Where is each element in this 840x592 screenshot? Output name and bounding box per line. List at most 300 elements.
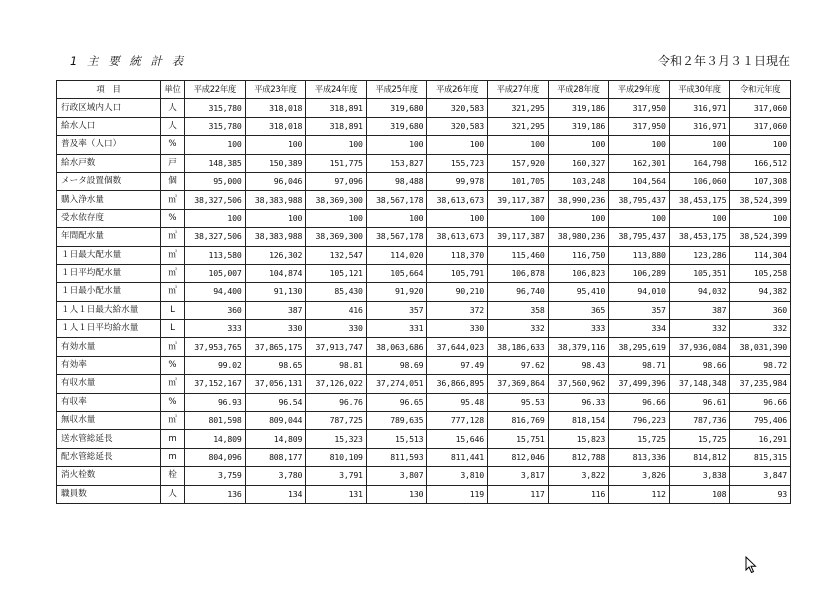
table-cell: 94,400 bbox=[185, 283, 246, 301]
table-cell: 372 bbox=[427, 301, 488, 319]
mouse-pointer-icon bbox=[745, 556, 757, 574]
table-cell: 333 bbox=[185, 320, 246, 338]
row-unit: ㎥ bbox=[161, 375, 185, 393]
table-cell: 321,295 bbox=[487, 117, 548, 135]
table-row bbox=[57, 99, 791, 117]
table-cell: 38,613,673 bbox=[427, 228, 488, 246]
table-cell: 38,383,988 bbox=[245, 228, 306, 246]
row-label: １日最大配水量 bbox=[57, 246, 161, 264]
row-label: 職員数 bbox=[57, 485, 161, 503]
table-cell: 100 bbox=[427, 136, 488, 154]
table-cell: 100 bbox=[487, 136, 548, 154]
table-cell: 38,990,236 bbox=[548, 191, 609, 209]
table-cell: 812,788 bbox=[548, 448, 609, 466]
table-cell: 106,289 bbox=[609, 264, 670, 282]
row-unit: L bbox=[161, 320, 185, 338]
table-cell: 98.81 bbox=[306, 356, 367, 374]
table-cell: 96.93 bbox=[185, 393, 246, 411]
table-cell: 365 bbox=[548, 301, 609, 319]
table-cell: 814,812 bbox=[669, 448, 730, 466]
table-cell: 787,725 bbox=[306, 412, 367, 430]
table-row bbox=[57, 430, 791, 448]
table-cell: 85,430 bbox=[306, 283, 367, 301]
table-cell: 119 bbox=[427, 485, 488, 503]
table-cell: 130 bbox=[366, 485, 427, 503]
table-cell: 95.48 bbox=[427, 393, 488, 411]
table-cell: 100 bbox=[487, 209, 548, 227]
table-cell: 99.02 bbox=[185, 356, 246, 374]
table-cell: 90,210 bbox=[427, 283, 488, 301]
table-row bbox=[57, 467, 791, 485]
table-cell: 98.69 bbox=[366, 356, 427, 374]
table-cell: 789,635 bbox=[366, 412, 427, 430]
table-cell: 3,822 bbox=[548, 467, 609, 485]
table-cell: 100 bbox=[427, 209, 488, 227]
table-row bbox=[57, 117, 791, 135]
table-cell: 796,223 bbox=[609, 412, 670, 430]
table-cell: 38,327,506 bbox=[185, 191, 246, 209]
row-unit: ㎥ bbox=[161, 412, 185, 430]
table-cell: 319,680 bbox=[366, 117, 427, 135]
table-cell: 100 bbox=[548, 136, 609, 154]
table-cell: 38,379,116 bbox=[548, 338, 609, 356]
table-row bbox=[57, 320, 791, 338]
table-cell: 37,369,864 bbox=[487, 375, 548, 393]
table-cell: 95,000 bbox=[185, 172, 246, 190]
row-unit: % bbox=[161, 356, 185, 374]
table-cell: 317,060 bbox=[730, 117, 791, 135]
table-cell: 809,044 bbox=[245, 412, 306, 430]
table-cell: 332 bbox=[730, 320, 791, 338]
table-cell: 811,441 bbox=[427, 448, 488, 466]
table-cell: 330 bbox=[245, 320, 306, 338]
table-row bbox=[57, 448, 791, 466]
table-cell: 98.66 bbox=[669, 356, 730, 374]
table-cell: 357 bbox=[366, 301, 427, 319]
table-row bbox=[57, 301, 791, 319]
table-cell: 105,007 bbox=[185, 264, 246, 282]
table-cell: 97,096 bbox=[306, 172, 367, 190]
table-cell: 91,130 bbox=[245, 283, 306, 301]
table-cell: 816,769 bbox=[487, 412, 548, 430]
header-year: 平成30年度 bbox=[669, 81, 730, 99]
table-row bbox=[57, 485, 791, 503]
row-label: 有効率 bbox=[57, 356, 161, 374]
table-cell: 3,817 bbox=[487, 467, 548, 485]
table-row bbox=[57, 154, 791, 172]
table-cell: 332 bbox=[487, 320, 548, 338]
table-cell: 38,567,178 bbox=[366, 228, 427, 246]
table-body bbox=[57, 99, 791, 504]
table-row bbox=[57, 412, 791, 430]
row-unit: m bbox=[161, 430, 185, 448]
table-cell: 38,453,175 bbox=[669, 191, 730, 209]
table-row bbox=[57, 356, 791, 374]
table-cell: 100 bbox=[245, 209, 306, 227]
table-cell: 3,847 bbox=[730, 467, 791, 485]
table-cell: 777,128 bbox=[427, 412, 488, 430]
header-year: 平成23年度 bbox=[245, 81, 306, 99]
row-unit: 栓 bbox=[161, 467, 185, 485]
table-cell: 15,646 bbox=[427, 430, 488, 448]
table-cell: 98.43 bbox=[548, 356, 609, 374]
table-cell: 123,286 bbox=[669, 246, 730, 264]
row-unit: 戸 bbox=[161, 154, 185, 172]
row-unit: ㎥ bbox=[161, 246, 185, 264]
table-cell: 100 bbox=[185, 209, 246, 227]
header-year: 平成29年度 bbox=[609, 81, 670, 99]
table-cell: 148,385 bbox=[185, 154, 246, 172]
table-cell: 100 bbox=[669, 209, 730, 227]
header-year: 平成25年度 bbox=[366, 81, 427, 99]
table-cell: 108 bbox=[669, 485, 730, 503]
table-cell: 101,705 bbox=[487, 172, 548, 190]
table-cell: 155,723 bbox=[427, 154, 488, 172]
table-cell: 316,971 bbox=[669, 99, 730, 117]
table-cell: 387 bbox=[245, 301, 306, 319]
table-cell: 96.66 bbox=[730, 393, 791, 411]
table-row bbox=[57, 136, 791, 154]
row-label: メータ設置個数 bbox=[57, 172, 161, 190]
table-cell: 100 bbox=[730, 136, 791, 154]
row-unit: % bbox=[161, 209, 185, 227]
table-row bbox=[57, 338, 791, 356]
table-row bbox=[57, 228, 791, 246]
table-cell: 795,406 bbox=[730, 412, 791, 430]
table-cell: 37,560,962 bbox=[548, 375, 609, 393]
table-cell: 105,791 bbox=[427, 264, 488, 282]
table-cell: 38,369,300 bbox=[306, 228, 367, 246]
table-cell: 357 bbox=[609, 301, 670, 319]
table-cell: 360 bbox=[730, 301, 791, 319]
table-row bbox=[57, 264, 791, 282]
table-cell: 38,327,506 bbox=[185, 228, 246, 246]
table-cell: 15,725 bbox=[609, 430, 670, 448]
table-cell: 160,327 bbox=[548, 154, 609, 172]
table-cell: 104,874 bbox=[245, 264, 306, 282]
table-cell: 91,920 bbox=[366, 283, 427, 301]
table-cell: 100 bbox=[306, 209, 367, 227]
table-cell: 38,524,399 bbox=[730, 191, 791, 209]
table-cell: 100 bbox=[366, 136, 427, 154]
table-cell: 116 bbox=[548, 485, 609, 503]
row-label: 有効水量 bbox=[57, 338, 161, 356]
table-cell: 37,865,175 bbox=[245, 338, 306, 356]
table-cell: 100 bbox=[609, 209, 670, 227]
table-cell: 37,126,022 bbox=[306, 375, 367, 393]
table-row bbox=[57, 246, 791, 264]
table-cell: 106,060 bbox=[669, 172, 730, 190]
table-cell: 3,759 bbox=[185, 467, 246, 485]
table-cell: 16,291 bbox=[730, 430, 791, 448]
table-cell: 118,370 bbox=[427, 246, 488, 264]
table-cell: 96.76 bbox=[306, 393, 367, 411]
header-year: 平成24年度 bbox=[306, 81, 367, 99]
table-cell: 105,664 bbox=[366, 264, 427, 282]
table-cell: 358 bbox=[487, 301, 548, 319]
table-cell: 319,680 bbox=[366, 99, 427, 117]
table-cell: 318,891 bbox=[306, 117, 367, 135]
table-cell: 818,154 bbox=[548, 412, 609, 430]
table-row bbox=[57, 191, 791, 209]
row-label: 給水人口 bbox=[57, 117, 161, 135]
table-cell: 37,056,131 bbox=[245, 375, 306, 393]
table-row bbox=[57, 375, 791, 393]
table-cell: 804,096 bbox=[185, 448, 246, 466]
table-cell: 100 bbox=[730, 209, 791, 227]
table-cell: 317,060 bbox=[730, 99, 791, 117]
table-cell: 166,512 bbox=[730, 154, 791, 172]
row-label: 受水依存度 bbox=[57, 209, 161, 227]
header-year: 令和元年度 bbox=[730, 81, 791, 99]
table-cell: 3,810 bbox=[427, 467, 488, 485]
row-label: １日平均配水量 bbox=[57, 264, 161, 282]
table-cell: 38,295,619 bbox=[609, 338, 670, 356]
table-cell: 37,152,167 bbox=[185, 375, 246, 393]
table-cell: 150,389 bbox=[245, 154, 306, 172]
table-cell: 15,725 bbox=[669, 430, 730, 448]
table-cell: 330 bbox=[306, 320, 367, 338]
table-cell: 38,613,673 bbox=[427, 191, 488, 209]
table-cell: 810,109 bbox=[306, 448, 367, 466]
table-cell: 38,524,399 bbox=[730, 228, 791, 246]
table-cell: 332 bbox=[669, 320, 730, 338]
table-cell: 134 bbox=[245, 485, 306, 503]
header-item: 項 目 bbox=[57, 81, 161, 99]
table-cell: 132,547 bbox=[306, 246, 367, 264]
table-cell: 38,186,633 bbox=[487, 338, 548, 356]
table-cell: 815,315 bbox=[730, 448, 791, 466]
row-label: １日最小配水量 bbox=[57, 283, 161, 301]
table-cell: 37,913,747 bbox=[306, 338, 367, 356]
table-cell: 136 bbox=[185, 485, 246, 503]
row-label: 普及率（人口） bbox=[57, 136, 161, 154]
table-cell: 94,382 bbox=[730, 283, 791, 301]
table-cell: 37,499,396 bbox=[609, 375, 670, 393]
row-label: 配水管総延長 bbox=[57, 448, 161, 466]
table-cell: 37,953,765 bbox=[185, 338, 246, 356]
row-label: 購入浄水量 bbox=[57, 191, 161, 209]
table-cell: 153,827 bbox=[366, 154, 427, 172]
table-cell: 38,031,390 bbox=[730, 338, 791, 356]
page-title: 1 主 要 統 計 表 bbox=[70, 54, 187, 68]
table-cell: 38,795,437 bbox=[609, 191, 670, 209]
table-cell: 317,950 bbox=[609, 117, 670, 135]
row-unit: ㎥ bbox=[161, 264, 185, 282]
table-cell: 38,567,178 bbox=[366, 191, 427, 209]
table-cell: 105,351 bbox=[669, 264, 730, 282]
table-cell: 808,177 bbox=[245, 448, 306, 466]
row-unit: L bbox=[161, 301, 185, 319]
row-unit: 個 bbox=[161, 172, 185, 190]
table-cell: 3,791 bbox=[306, 467, 367, 485]
table-cell: 316,971 bbox=[669, 117, 730, 135]
row-label: 消火栓数 bbox=[57, 467, 161, 485]
table-cell: 38,453,175 bbox=[669, 228, 730, 246]
table-cell: 100 bbox=[548, 209, 609, 227]
row-unit: ㎥ bbox=[161, 191, 185, 209]
table-cell: 162,301 bbox=[609, 154, 670, 172]
table-cell: 93 bbox=[730, 485, 791, 503]
row-label: 有収率 bbox=[57, 393, 161, 411]
table-cell: 96.65 bbox=[366, 393, 427, 411]
row-unit: m bbox=[161, 448, 185, 466]
header-year: 平成26年度 bbox=[427, 81, 488, 99]
table-cell: 97.49 bbox=[427, 356, 488, 374]
row-unit: % bbox=[161, 136, 185, 154]
table-cell: 126,302 bbox=[245, 246, 306, 264]
table-cell: 100 bbox=[306, 136, 367, 154]
table-cell: 37,274,051 bbox=[366, 375, 427, 393]
table-cell: 100 bbox=[185, 136, 246, 154]
header-year: 平成27年度 bbox=[487, 81, 548, 99]
table-cell: 787,736 bbox=[669, 412, 730, 430]
table-cell: 318,018 bbox=[245, 117, 306, 135]
row-unit: % bbox=[161, 393, 185, 411]
table-cell: 14,809 bbox=[185, 430, 246, 448]
table-cell: 360 bbox=[185, 301, 246, 319]
table-cell: 15,513 bbox=[366, 430, 427, 448]
table-cell: 38,369,300 bbox=[306, 191, 367, 209]
table-cell: 107,308 bbox=[730, 172, 791, 190]
header-year: 平成28年度 bbox=[548, 81, 609, 99]
table-cell: 105,258 bbox=[730, 264, 791, 282]
row-label: １人１日平均給水量 bbox=[57, 320, 161, 338]
row-unit: 人 bbox=[161, 99, 185, 117]
table-cell: 115,460 bbox=[487, 246, 548, 264]
table-cell: 416 bbox=[306, 301, 367, 319]
header-row bbox=[57, 81, 791, 99]
table-cell: 39,117,387 bbox=[487, 191, 548, 209]
table-cell: 99,978 bbox=[427, 172, 488, 190]
table-row bbox=[57, 172, 791, 190]
table-cell: 36,866,895 bbox=[427, 375, 488, 393]
table-cell: 106,878 bbox=[487, 264, 548, 282]
table-cell: 330 bbox=[427, 320, 488, 338]
table-cell: 131 bbox=[306, 485, 367, 503]
table-cell: 14,809 bbox=[245, 430, 306, 448]
table-cell: 98.72 bbox=[730, 356, 791, 374]
table-cell: 113,580 bbox=[185, 246, 246, 264]
table-cell: 94,010 bbox=[609, 283, 670, 301]
table-cell: 98.65 bbox=[245, 356, 306, 374]
table-cell: 151,775 bbox=[306, 154, 367, 172]
table-cell: 3,838 bbox=[669, 467, 730, 485]
row-unit: ㎥ bbox=[161, 338, 185, 356]
row-label: 無収水量 bbox=[57, 412, 161, 430]
table-cell: 37,644,023 bbox=[427, 338, 488, 356]
table-cell: 95,410 bbox=[548, 283, 609, 301]
row-unit: 人 bbox=[161, 117, 185, 135]
row-unit: ㎥ bbox=[161, 228, 185, 246]
table-cell: 117 bbox=[487, 485, 548, 503]
table-cell: 319,186 bbox=[548, 117, 609, 135]
table-cell: 112 bbox=[609, 485, 670, 503]
row-unit: 人 bbox=[161, 485, 185, 503]
table-cell: 334 bbox=[609, 320, 670, 338]
table-cell: 319,186 bbox=[548, 99, 609, 117]
table-cell: 3,780 bbox=[245, 467, 306, 485]
table-cell: 387 bbox=[669, 301, 730, 319]
table-row bbox=[57, 209, 791, 227]
table-cell: 95.53 bbox=[487, 393, 548, 411]
table-cell: 97.62 bbox=[487, 356, 548, 374]
table-cell: 114,020 bbox=[366, 246, 427, 264]
table-cell: 37,936,084 bbox=[669, 338, 730, 356]
table-cell: 318,018 bbox=[245, 99, 306, 117]
header-year: 平成22年度 bbox=[185, 81, 246, 99]
table-cell: 105,121 bbox=[306, 264, 367, 282]
table-cell: 38,063,686 bbox=[366, 338, 427, 356]
table-cell: 331 bbox=[366, 320, 427, 338]
table-cell: 320,583 bbox=[427, 99, 488, 117]
table-cell: 38,383,988 bbox=[245, 191, 306, 209]
table-cell: 98,488 bbox=[366, 172, 427, 190]
table-cell: 164,798 bbox=[669, 154, 730, 172]
row-label: 送水管総延長 bbox=[57, 430, 161, 448]
table-cell: 3,807 bbox=[366, 467, 427, 485]
row-label: 行政区域内人口 bbox=[57, 99, 161, 117]
table-cell: 96.33 bbox=[548, 393, 609, 411]
table-cell: 813,336 bbox=[609, 448, 670, 466]
table-cell: 100 bbox=[245, 136, 306, 154]
statistics-table bbox=[56, 80, 791, 504]
table-cell: 38,795,437 bbox=[609, 228, 670, 246]
table-row bbox=[57, 283, 791, 301]
table-cell: 320,583 bbox=[427, 117, 488, 135]
table-cell: 318,891 bbox=[306, 99, 367, 117]
table-cell: 96,046 bbox=[245, 172, 306, 190]
table-cell: 106,823 bbox=[548, 264, 609, 282]
table-cell: 96.61 bbox=[669, 393, 730, 411]
table-cell: 104,564 bbox=[609, 172, 670, 190]
table-cell: 801,598 bbox=[185, 412, 246, 430]
row-label: 有収水量 bbox=[57, 375, 161, 393]
table-cell: 114,304 bbox=[730, 246, 791, 264]
table-cell: 3,826 bbox=[609, 467, 670, 485]
table-cell: 15,323 bbox=[306, 430, 367, 448]
table-cell: 100 bbox=[669, 136, 730, 154]
table-cell: 15,823 bbox=[548, 430, 609, 448]
table-cell: 96,740 bbox=[487, 283, 548, 301]
table-cell: 103,248 bbox=[548, 172, 609, 190]
table-cell: 116,750 bbox=[548, 246, 609, 264]
table-cell: 98.71 bbox=[609, 356, 670, 374]
table-cell: 321,295 bbox=[487, 99, 548, 117]
as-of-date: 令和２年３月３１日現在 bbox=[657, 54, 790, 68]
table-cell: 315,780 bbox=[185, 117, 246, 135]
table-row bbox=[57, 393, 791, 411]
row-unit: ㎥ bbox=[161, 283, 185, 301]
row-label: 給水戸数 bbox=[57, 154, 161, 172]
table-cell: 317,950 bbox=[609, 99, 670, 117]
table-cell: 100 bbox=[366, 209, 427, 227]
table-cell: 811,593 bbox=[366, 448, 427, 466]
table-cell: 315,780 bbox=[185, 99, 246, 117]
row-label: １人１日最大給水量 bbox=[57, 301, 161, 319]
table-cell: 38,980,236 bbox=[548, 228, 609, 246]
row-label: 年間配水量 bbox=[57, 228, 161, 246]
table-cell: 39,117,387 bbox=[487, 228, 548, 246]
table-cell: 37,148,348 bbox=[669, 375, 730, 393]
table-cell: 15,751 bbox=[487, 430, 548, 448]
table-cell: 157,920 bbox=[487, 154, 548, 172]
table-cell: 333 bbox=[548, 320, 609, 338]
table-cell: 94,032 bbox=[669, 283, 730, 301]
table-cell: 100 bbox=[609, 136, 670, 154]
table-cell: 37,235,984 bbox=[730, 375, 791, 393]
table-cell: 812,046 bbox=[487, 448, 548, 466]
